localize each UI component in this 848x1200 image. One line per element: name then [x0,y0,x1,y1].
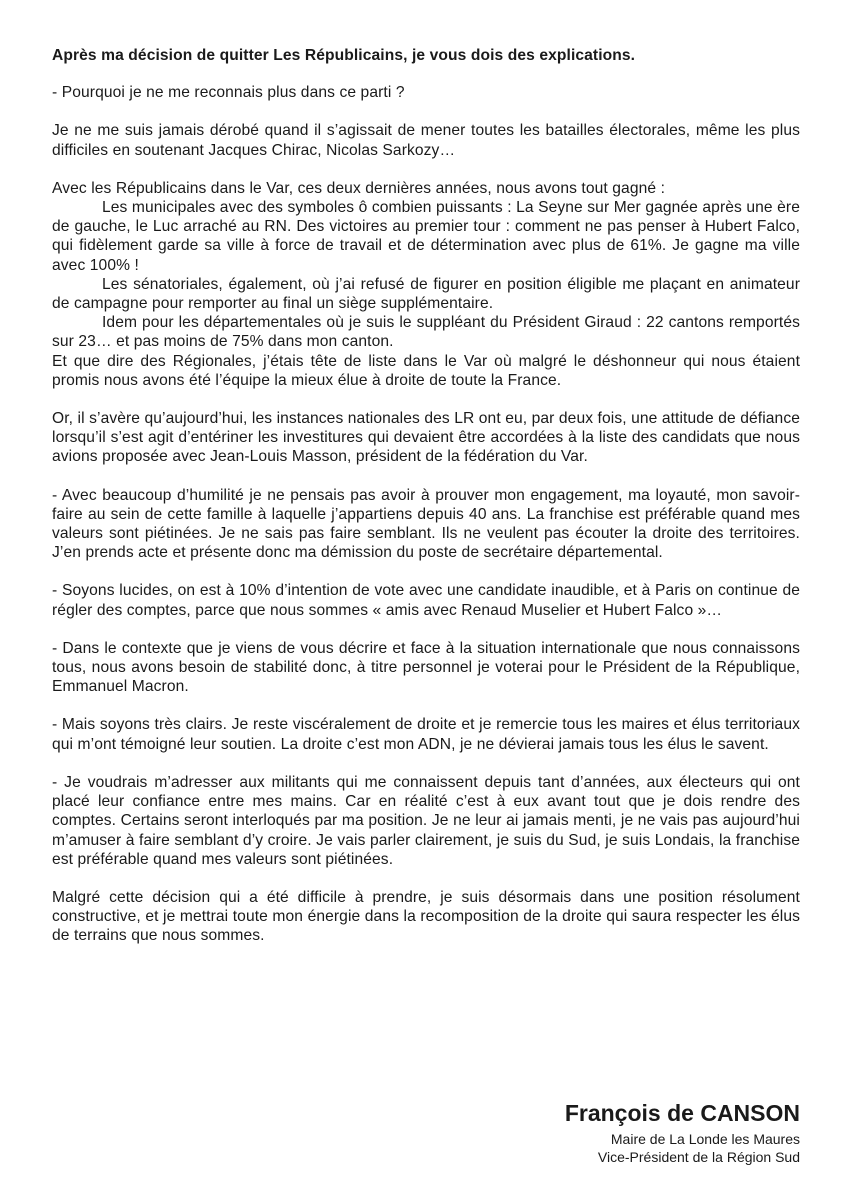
letter-body [52,46,800,946]
paragraph-lucid: - Soyons lucides, on est à 10% d’intention de vote avec une candidate inaudible, et à Paris on continue de régler des comptes, parce que nous sommes « amis avec Renaud Muselier et Hubert Falco »… [52,582,800,619]
paragraph-context: - Dans le contexte que je viens de vous décrire et face à la situation internationale que nous connaissons tous, nous avons besoin de stabilité donc, à titre personnel je voterai pour le Président de la République, Emmanuel Macron. [52,639,800,696]
victories-municipales: Les municipales avec des symboles ô combien puissants : La Seyne sur Mer gagnée après une ère de gauche, le Luc arraché au RN. Des victoires au premier tour : comment ne pas penser à Hubert Falco, qui fidèlement garde sa ville à force de travail et de détermination avec plus de 61%. Je gagne ma ville avec 100% ! [52,199,800,274]
paragraph-victories [52,179,800,390]
signature-block [400,1100,800,1166]
paragraph-defiance: Or, il s’avère qu’aujourd’hui, les instances nationales des LR ont eu, par deux fois, une attitude de défiance lorsqu’il s’est agit d’entériner les investitures qui devaient être accordées à la liste des candidats que nous avions proposée avec Jean-Louis Masson, président de la fédération du Var. [52,410,800,466]
signature-title-mayor: Maire de La Londe les Maures [610,1131,800,1147]
letter-headline: Après ma décision de quitter Les Républicains, je vous dois des explications. [52,47,636,64]
victories-departementales: Idem pour les départementales où je suis le suppléant du Président Giraud : 22 cantons remportés sur 23… et pas moins de 75% dans mon canton. [52,314,800,351]
paragraph-humility: - Avec beaucoup d’humilité je ne pensais pas avoir à prouver mon engagement, ma loyauté, mon savoir-faire au sein de cette famille à laquelle j’appartiens depuis 40 ans. La franchise est préférable quand mes valeurs sont piétinées. Je ne sais pas faire semblant. Ils ne veulent pas écouter la droite des territoires. J’en prends acte et présente donc ma démission du poste de secrétaire départemental. [52,486,800,562]
signature-name: François de CANSON [564,1100,800,1126]
victories-regionales: Et que dire des Régionales, j’étais tête de liste dans le Var où malgré le déshonneur qui nous étaient promis nous avons été l’équipe la mieux élue à droite de toute la France. [52,352,800,389]
paragraph-conclusion: Malgré cette décision qui a été difficile à prendre, je suis désormais dans une position résolument constructive, et je mettrai toute mon énergie dans la recomposition de la droite qui saura respecter les élus de terrains que nous sommes. [52,888,800,945]
signature-title-region: Vice-Président de la Région Sud [597,1149,800,1165]
paragraph-militants: - Je voudrais m’adresser aux militants qui me connaissent depuis tant d’années, aux électeurs qui ont placé leur confiance entre mes mains. Car en réalité c’est à eux avant tout que je dois rendre des comptes. Certains seront interloqués par ma position. Je ne leur ai jamais menti, je ne vais pas aujourd’hui m’amuser à faire semblant d’y croire. Je vais parler clairement, je suis du Sud, je suis Londais, la franchise est préférable quand mes valeurs sont piétinées. [52,773,800,868]
question-paragraph: - Pourquoi je ne me reconnais plus dans ce parti ? [52,84,405,102]
paragraph-clear: - Mais soyons très clairs. Je reste viscéralement de droite et je remercie tous les maires et élus territoriaux qui m’ont témoigné leur soutien. La droite c’est mon ADN, je ne dévierai jamais tous les élus le savent. [52,716,800,753]
victories-intro: Avec les Républicains dans le Var, ces deux dernières années, nous avons tout gagné : [52,179,665,197]
victories-senatoriales: Les sénatoriales, également, où j’ai refusé de figurer en position éligible me plaçant en animateur de campagne pour remporter au final un siège supplémentaire. [52,275,800,313]
paragraph-battles: Je ne me suis jamais dérobé quand il s’agissait de mener toutes les batailles électorales, même les plus difficiles en soutenant Jacques Chirac, Nicolas Sarkozy… [52,122,800,159]
